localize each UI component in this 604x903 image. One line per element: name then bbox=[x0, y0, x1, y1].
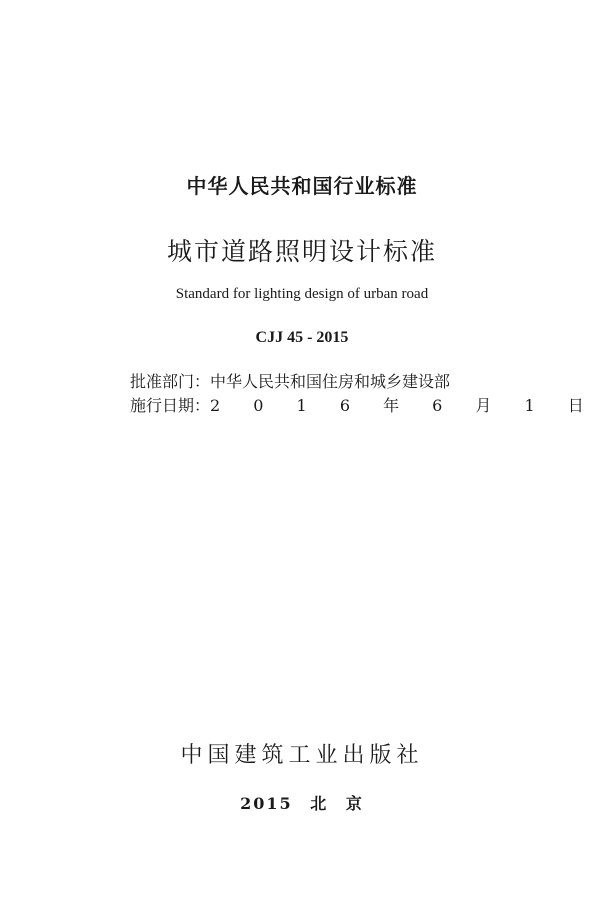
approver-label: 批准部门： bbox=[130, 372, 211, 391]
document-title-cn: 城市道路照明设计标准 bbox=[166, 237, 437, 266]
standard-series: 中华人民共和国行业标准 bbox=[186, 174, 418, 198]
effective-date-value: 2 0 1 6 年 6 月 1 日 bbox=[210, 396, 598, 415]
approver-value: 中华人民共和国住房和城乡建设部 bbox=[210, 372, 451, 391]
approver-row bbox=[130, 369, 450, 392]
standard-code: CJJ 45 - 2015 bbox=[255, 329, 349, 346]
effective-date-label: 施行日期： bbox=[130, 396, 211, 415]
document-title-en: Standard for lighting design of urban road bbox=[175, 286, 429, 302]
publication-year-place: 2015 北 京 bbox=[240, 794, 364, 813]
publisher-name: 中国建筑工业出版社 bbox=[180, 743, 424, 768]
effective-date-row bbox=[130, 393, 598, 416]
